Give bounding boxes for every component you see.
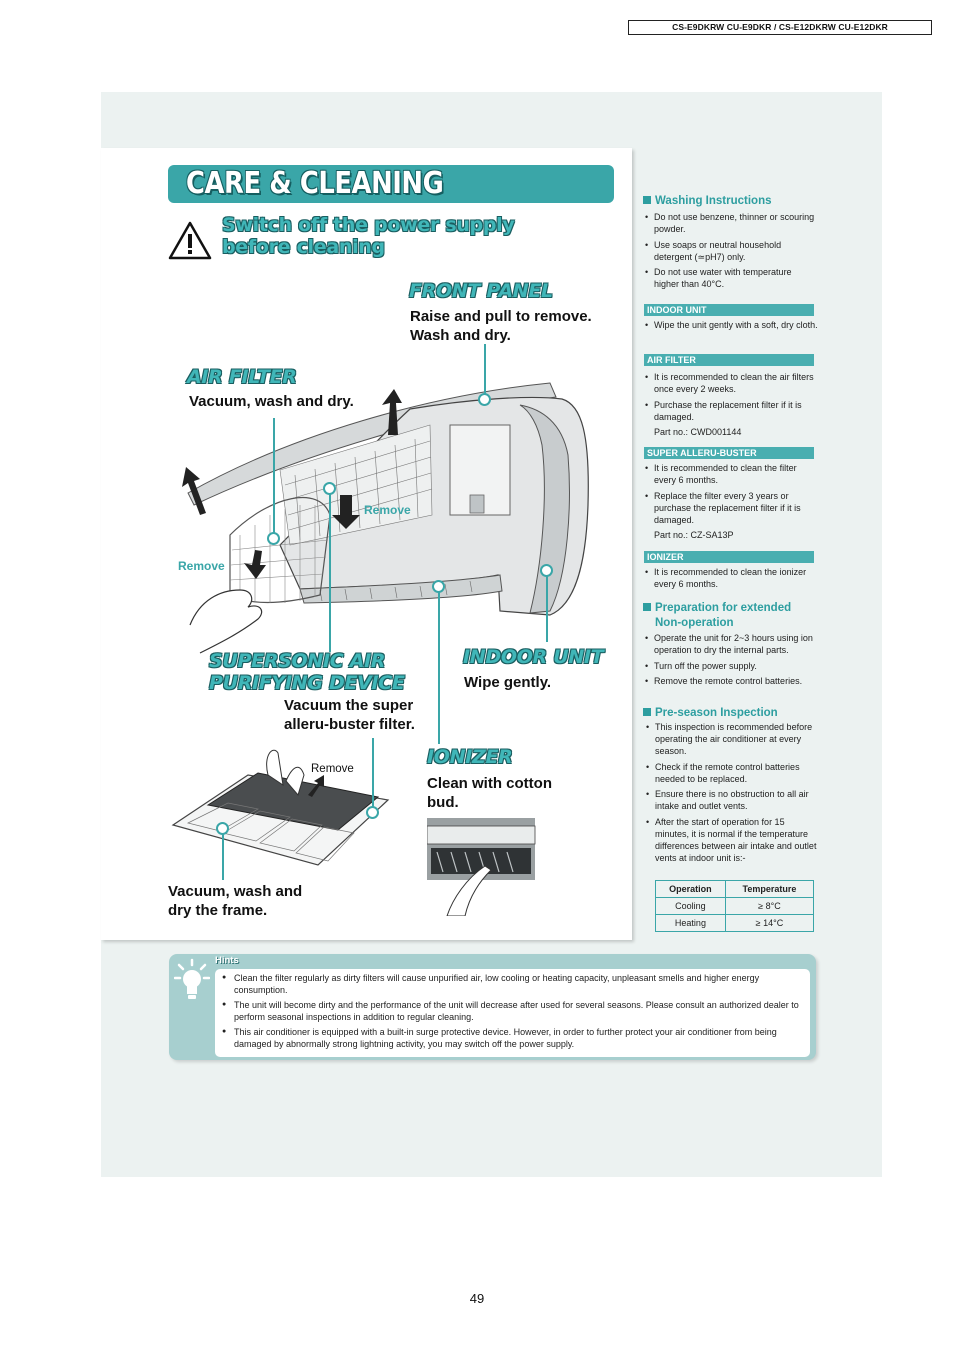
list-item: • Do not use water with temperature higher than 40°C. [643,266,819,290]
frame-text [168,882,302,920]
list-item: • Wipe the unit gently with a soft, dry cloth. [643,319,819,331]
temperature-table [655,880,814,932]
callout-dot-front-panel [478,393,491,406]
warning-triangle-icon [168,220,212,260]
supersonic-line-1: Vacuum the super [284,697,414,714]
list-item: • Use soaps or neutral household detergent (≃pH7) only. [643,239,819,263]
indoor-unit-heading: INDOOR UNIT [463,646,604,668]
list-item: • It is recommended to clean the filter every 6 months. [643,462,819,486]
air-filter-heading: AIR FILTER [187,366,297,388]
list-item: • This inspection is recommended before operating the air conditioner at every season. [644,721,820,757]
callout-dot-frame [216,822,229,835]
callout-line-indoor-unit [546,572,548,642]
preseason-list [644,721,820,867]
list-item: • After the start of operation for 15 minutes, it is normal if the temperature differences between air intake and outlet vents at indoor unit is:- [644,816,820,864]
callout-dot-supersonic [323,482,336,495]
remove-label-filter: Remove [178,559,225,573]
lightbulb-icon [174,958,210,1002]
frame-illustration [168,745,393,880]
air-filter-band: AIR FILTER [644,354,814,366]
preparation-heading-line-1: Preparation for extended [655,602,792,614]
table-cell: Heating [656,915,726,932]
list-item: • Operate the unit for 2~3 hours using ion operation to dry the internal parts. [643,632,819,656]
air-filter-list [643,371,819,442]
frame-line-2: dry the frame. [168,902,268,919]
ionizer-text [427,774,552,812]
list-item: ● Clean the filter regularly as dirty filters will cause unpurified air, low cooling or heating capacity, unpleasant smells and higher energy consumption. [222,972,802,996]
table-cell: Cooling [656,898,726,915]
preseason-heading [643,706,778,721]
square-bullet-icon [643,196,651,204]
indoor-unit-list [643,319,819,335]
front-panel-heading: FRONT PANEL [409,280,553,302]
preparation-heading [643,601,791,631]
table-cell: ≥ 8°C [725,898,813,915]
list-item: • Turn off the power supply. [643,660,819,672]
list-item: • Ensure there is no obstruction to all air intake and outlet vents. [644,788,820,812]
ionizer-list [643,566,819,594]
part-number: Part no.: CZ-SA13P [654,530,734,540]
indoor-unit-text: Wipe gently. [464,674,552,691]
supersonic-line-2: alleru-buster filter. [284,716,415,733]
preparation-heading-line-2: Non-operation [655,617,734,629]
list-item: • Replace the filter every 3 years or purchase the replacement filter if it is damaged. [643,490,819,526]
remove-label-buster: Remove [364,503,411,517]
callout-line-buster [372,738,374,810]
washing-heading [643,194,772,209]
hints-list [222,972,802,1053]
list-item: ● This air conditioner is equipped with a built-in surge protective device. However, in order to further protect your air conditioner from being damaged by abnormally strong lightning activity, you may switch off the power supply. [222,1026,802,1050]
super-alleru-buster-band: SUPER ALLERU-BUSTER [644,447,814,459]
supersonic-heading-line-2: PURIFYING DEVICE [209,672,405,694]
callout-line-supersonic [329,490,331,652]
warning-line-2: before cleaning [222,236,385,258]
front-panel-text [410,307,592,345]
callout-line-ionizer [438,588,440,744]
air-filter-text: Vacuum, wash and dry. [189,393,354,410]
front-panel-line-2: Wash and dry. [410,327,511,344]
preseason-heading-label: Pre-season Inspection [655,707,778,719]
part-number: Part no.: CWD001144 [654,427,742,437]
table-row [656,915,814,932]
table-row [656,898,814,915]
indoor-unit-band: INDOOR UNIT [644,304,814,316]
callout-dot-indoor-unit [540,564,553,577]
model-code-header: CS-E9DKRW CU-E9DKR / CS-E12DKRW CU-E12DKR [628,20,932,35]
washing-list [643,211,819,294]
front-panel-line-1: Raise and pull to remove. [410,308,592,325]
callout-line-air-filter [273,418,275,538]
callout-dot-buster [366,806,379,819]
list-item: • Do not use benzene, thinner or scouring powder. [643,211,819,235]
table-header: Operation [656,881,726,898]
hints-label: Hints [215,955,239,966]
square-bullet-icon [643,708,651,716]
ionizer-line-2: bud. [427,794,459,811]
warning-line-1: Switch off the power supply [222,214,515,236]
ionizer-heading: IONIZER [427,746,513,768]
table-header: Temperature [725,881,813,898]
square-bullet-icon [643,603,651,611]
supersonic-heading [209,650,405,694]
callout-line-frame [222,830,224,880]
callout-dot-ionizer [432,580,445,593]
table-cell: ≥ 14°C [725,915,813,932]
list-item: ● The unit will become dirty and the performance of the unit will decrease after used for several seasons. Please consult an authorized dealer to perform seasonal inspections in addition to regular cleaning. [222,999,802,1023]
list-item: • It is recommended to clean the air filters once every 2 weeks. [643,371,819,395]
page-title: CARE & CLEANING [186,166,444,201]
supersonic-text [284,696,415,734]
washing-heading-label: Washing Instructions [655,195,772,207]
preparation-list [643,632,819,691]
page-number: 49 [469,1291,485,1306]
callout-line-front-panel [484,344,486,398]
list-item: • Purchase the replacement filter if it is damaged. [643,399,819,423]
frame-line-1: Vacuum, wash and [168,883,303,900]
remove-label-frame: Remove [311,763,354,775]
supersonic-heading-line-1: SUPERSONIC AIR [209,650,386,672]
table-header-row [656,881,814,898]
warning-text [222,214,514,258]
list-item: • Remove the remote control batteries. [643,675,819,687]
ionizer-illustration [427,818,537,916]
ionizer-band: IONIZER [644,551,814,563]
callout-dot-air-filter [267,532,280,545]
list-item: • Check if the remote control batteries needed to be replaced. [644,761,820,785]
list-item: • It is recommended to clean the ionizer every 6 months. [643,566,819,590]
ionizer-line-1: Clean with cotton [427,775,552,792]
super-alleru-buster-list [643,462,819,545]
